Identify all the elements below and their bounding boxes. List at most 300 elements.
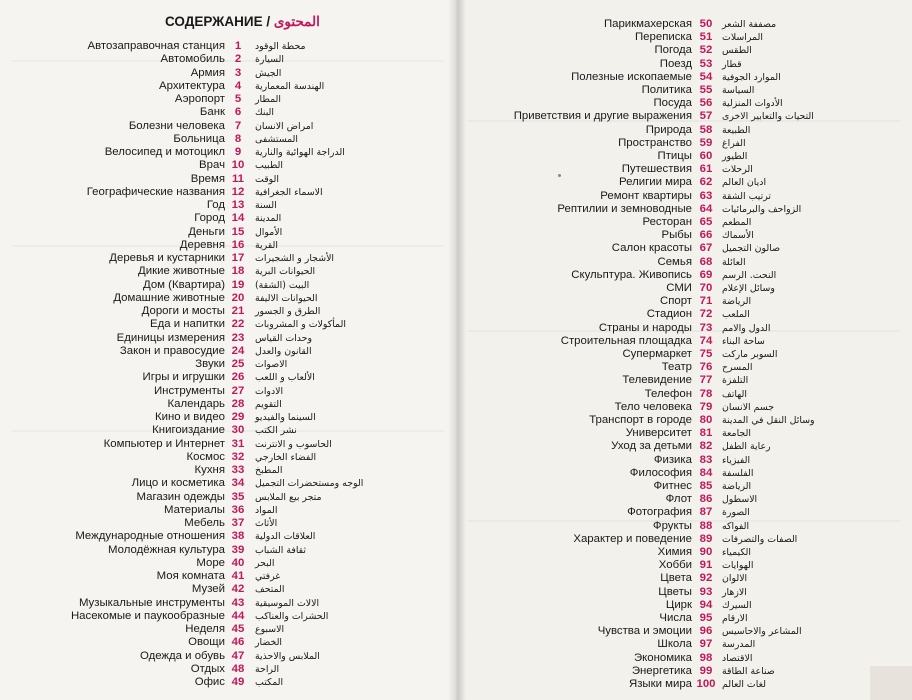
topic-russian: Календарь [167, 397, 225, 410]
topic-arabic: صناعة الطاقة [722, 665, 775, 677]
topic-number: 93 [699, 585, 713, 598]
topic-russian: Единицы измерения [116, 331, 225, 344]
topic-russian: СМИ [666, 282, 692, 294]
topic-russian: Велосипед и мотоцикл [104, 146, 225, 158]
topic-arabic: لغات العالم [722, 679, 766, 690]
topic-russian: Время [190, 172, 225, 185]
topic-russian: Музей [191, 583, 225, 596]
topic-russian: Музыкальные инструменты [78, 596, 225, 609]
topic-arabic: المواد [255, 504, 278, 516]
topic-arabic: المشاعر والاحاسيس [722, 626, 802, 638]
topic-arabic: الأشجار و الشجيرات [255, 253, 335, 264]
topic-russian: Флот [665, 493, 692, 506]
topic-russian: Рептилии и земноводные [557, 202, 692, 215]
topic-arabic: السنة [255, 200, 277, 211]
topic-russian: Транспорт в городе [589, 414, 692, 426]
topic-russian: Университет [625, 427, 692, 440]
topic-arabic: الازهار [722, 586, 747, 598]
topic-russian: Салон красоты [611, 242, 692, 255]
topic-arabic: الكيمياء [722, 547, 751, 558]
topic-arabic: المدرسة [722, 639, 756, 651]
topic-russian: Дороги и мосты [141, 305, 225, 317]
list-item-number [692, 677, 720, 693]
topic-number: 67 [699, 242, 713, 255]
topic-number: 86 [699, 493, 713, 506]
topic-arabic: البنك [255, 107, 275, 119]
topic-number: 90 [699, 546, 713, 558]
topic-russian: Кухня [194, 464, 225, 476]
topic-arabic: الملعب [722, 309, 750, 321]
topic-russian: Политика [641, 84, 692, 96]
topic-russian: Мебель [184, 517, 225, 529]
topic-arabic: العلاقات الدولية [255, 531, 316, 543]
topic-number: 45 [231, 623, 245, 635]
topic-number: 92 [699, 572, 713, 585]
topic-number: 55 [699, 84, 713, 96]
topic-number: 97 [699, 638, 713, 651]
topic-arabic: الهوايات [722, 560, 754, 572]
topic-arabic: البحر [255, 557, 275, 569]
topic-arabic: الحاسوب و الانترنت [255, 438, 332, 450]
topic-number: 40 [231, 556, 245, 569]
list-item [0, 675, 225, 691]
topic-arabic: الفواكه [722, 520, 750, 532]
topic-arabic: المراسلات [722, 32, 763, 44]
topic-number: 2 [234, 53, 242, 66]
topic-arabic: التلفزة [722, 375, 749, 387]
topic-number: 91 [699, 559, 713, 572]
topic-arabic: المطعم [722, 217, 752, 228]
topic-russian: Уход за детьми [611, 440, 692, 453]
topic-number: 23 [231, 331, 245, 344]
topic-arabic: الارقام [722, 613, 748, 624]
topic-russian: Книгоиздание [152, 424, 225, 437]
topic-number: 49 [231, 676, 245, 688]
topic-russian: Деньги [188, 225, 225, 238]
topic-russian: Скульптура. Живопись [571, 268, 692, 281]
topic-number: 74 [699, 334, 713, 347]
topic-russian: Одежда и обувь [139, 649, 225, 662]
topic-russian: Посуда [653, 97, 692, 110]
topic-russian: Цветы [658, 585, 692, 598]
title-arabic: المحتوى [273, 14, 320, 29]
topic-russian: Супермаркет [622, 348, 692, 360]
topic-russian: Насекомые и паукообразные [70, 609, 225, 622]
topic-arabic: الالوان [722, 573, 748, 585]
topic-arabic: رعاية الطفل [722, 441, 771, 453]
topic-number: 69 [699, 268, 713, 281]
topic-arabic: الرحلات [722, 164, 753, 176]
topic-arabic: قطار [722, 58, 742, 70]
topic-russian: Птицы [657, 150, 692, 162]
topic-arabic: البيت (الشقة) [255, 279, 310, 291]
topic-arabic: الطرق و الجسور [255, 306, 321, 317]
topic-number: 54 [699, 70, 713, 83]
topic-russian: Деревня [179, 238, 225, 251]
topic-russian: Компьютер и Интернет [103, 437, 225, 450]
topic-number: 12 [231, 185, 245, 198]
topic-russian: Языки мира [628, 678, 692, 690]
topic-russian: Международные отношения [75, 530, 225, 543]
topic-russian: Звуки [195, 358, 225, 370]
topic-russian: Телевидение [622, 374, 692, 387]
topic-russian: Дом (Квартира) [143, 278, 225, 291]
topic-russian: Тело человека [614, 400, 692, 413]
topic-russian: Переписка [635, 31, 692, 44]
topic-arabic: السيرك [722, 599, 752, 611]
topic-russian: Театр [661, 361, 692, 374]
topic-russian: Экономика [633, 651, 692, 664]
topic-russian: Врач [199, 159, 225, 172]
topic-arabic: الحيوانات البرية [255, 266, 316, 278]
topic-russian: Автомобиль [160, 53, 225, 66]
list-item [456, 677, 692, 693]
topic-russian: Ремонт квартиры [600, 189, 692, 202]
topic-arabic: السياسة [722, 85, 755, 96]
topic-number: 18 [231, 265, 245, 278]
topic-number: 34 [231, 477, 245, 490]
topic-arabic: الملابس والاحذية [255, 650, 320, 662]
topic-arabic: الدراجة الهوائية والنارية [255, 147, 345, 158]
topic-arabic: الطبيب [255, 160, 284, 172]
topic-arabic: الأثاث [255, 518, 278, 529]
topic-number: 38 [231, 530, 245, 543]
topic-number: 87 [699, 506, 713, 519]
topic-arabic: المتحف [255, 584, 285, 596]
topic-arabic: الزواحف والبرمائيات [722, 203, 802, 215]
topic-number: 16 [231, 238, 245, 251]
topic-arabic: العائلة [722, 256, 746, 268]
topic-russian: Домашние животные [113, 291, 225, 304]
topic-number: 27 [231, 384, 245, 397]
topic-arabic: الفلسفة [722, 467, 754, 479]
topic-number: 63 [699, 189, 713, 202]
topic-russian: Пространство [618, 136, 692, 149]
contents-title [165, 14, 320, 30]
topic-arabic: مصففة الشعر [722, 19, 777, 30]
topic-number: 64 [699, 202, 713, 215]
topic-number: 65 [699, 216, 713, 228]
topic-number: 33 [231, 464, 245, 476]
topic-number: 73 [699, 321, 713, 334]
topic-arabic: اديان العالم [722, 177, 767, 189]
topic-number: 42 [231, 583, 245, 596]
topic-number: 48 [231, 662, 245, 675]
topic-number: 71 [699, 295, 713, 308]
topic-russian: Море [196, 556, 225, 569]
title-russian: СОДЕРЖАНИЕ / [165, 14, 274, 29]
topic-russian: Поезд [659, 57, 692, 70]
topic-arabic: الرياضة [722, 481, 752, 492]
topic-number: 72 [699, 308, 713, 321]
topic-number: 99 [699, 664, 713, 677]
topic-russian: Фрукты [652, 519, 692, 532]
topic-number: 79 [699, 400, 713, 413]
topic-number: 88 [699, 519, 713, 532]
left-contents-list [0, 39, 400, 689]
topic-number: 52 [699, 44, 713, 57]
topic-russian: Молодёжная культура [108, 543, 225, 556]
topic-arabic: الطبيعة [722, 124, 751, 136]
topic-arabic: الاسطول [722, 494, 758, 506]
topic-arabic: المستشفى [255, 133, 298, 145]
topic-russian: Рыбы [661, 229, 692, 242]
topic-number: 60 [699, 150, 713, 162]
topic-arabic: النحت. الرسم [722, 269, 777, 281]
topic-russian: Телефон [644, 387, 692, 400]
topic-number: 66 [699, 229, 713, 242]
page-corner [870, 666, 912, 700]
topic-number: 94 [699, 598, 713, 611]
topic-arabic: الحيوانات الاليفة [255, 292, 318, 304]
topic-arabic: متجر بيع الملابس [255, 491, 322, 503]
topic-number: 15 [231, 225, 245, 238]
topic-number: 77 [699, 374, 713, 387]
topic-russian: Приветствия и другие выражения [513, 110, 692, 123]
topic-number: 84 [699, 466, 713, 479]
topic-number: 76 [699, 361, 713, 374]
topic-russian: Природа [645, 123, 692, 136]
topic-russian: Офис [194, 676, 225, 688]
topic-arabic: امراض الانسان [255, 120, 314, 132]
topic-arabic: الاسماء الجغرافية [255, 186, 323, 198]
topic-russian: Погода [654, 44, 692, 57]
topic-arabic: وحدات القياس [255, 332, 312, 344]
topic-number: 9 [234, 146, 242, 158]
topic-arabic: الجيش [255, 67, 282, 79]
topic-number: 19 [231, 278, 245, 291]
topic-russian: Путешествия [621, 163, 692, 176]
topic-number: 20 [231, 291, 245, 304]
topic-number: 24 [231, 344, 245, 357]
topic-number: 14 [231, 212, 245, 225]
topic-arabic: الموارد الجوفية [722, 71, 781, 83]
topic-arabic: وسائل النقل في المدينة [722, 415, 815, 426]
topic-russian: Фитнес [653, 480, 692, 492]
topic-number: 58 [699, 123, 713, 136]
topic-arabic: الحشرات والعناكب [255, 610, 329, 622]
topic-russian: Деревья и кустарники [109, 252, 225, 264]
topic-russian: Дикие животные [138, 265, 225, 278]
topic-arabic: المأكولات و المشروبات [255, 319, 346, 331]
topic-number: 36 [231, 503, 245, 516]
topic-russian: Материалы [164, 503, 225, 516]
topic-arabic: الفراغ [722, 137, 746, 149]
topic-russian: Кино и видео [154, 411, 225, 423]
topic-arabic: غرفتي [255, 571, 281, 582]
topic-number: 7 [234, 119, 242, 132]
topic-russian: Цирк [665, 598, 692, 611]
topic-arabic: الصفات والتصرفات [722, 533, 798, 545]
topic-russian: Спорт [659, 295, 692, 308]
topic-russian: Моя комната [156, 570, 225, 582]
topic-russian: Магазин одежды [136, 490, 225, 503]
topic-number: 95 [699, 612, 713, 624]
topic-arabic: السوبر ماركت [722, 349, 778, 360]
topic-number: 43 [231, 596, 245, 609]
list-item-arabic [255, 675, 375, 691]
topic-arabic: الطيور [722, 151, 748, 162]
topic-russian: Город [194, 212, 225, 225]
topic-russian: Религии мира [619, 176, 692, 189]
topic-russian: Стадион [646, 308, 692, 321]
topic-number: 5 [234, 93, 242, 105]
topic-number: 3 [234, 66, 242, 79]
topic-russian: Архитектура [159, 79, 225, 92]
topic-arabic: الألعاب و اللعب [255, 372, 315, 384]
topic-arabic: التقويم [255, 398, 282, 410]
book-gutter [448, 0, 466, 700]
topic-russian: Больница [173, 132, 225, 145]
topic-arabic: الفيزياء [722, 454, 751, 466]
topic-arabic: الأموال [255, 226, 283, 238]
topic-number: 26 [231, 371, 245, 384]
topic-number: 39 [231, 543, 245, 556]
topic-arabic: القرية [255, 239, 279, 251]
topic-number: 46 [231, 636, 245, 649]
topic-arabic: المسرح [722, 362, 753, 374]
topic-number: 89 [699, 532, 713, 545]
topic-arabic: الخضار [255, 637, 283, 649]
topic-number: 8 [234, 132, 242, 145]
topic-number: 47 [231, 649, 245, 662]
topic-arabic: ثقافة الشباب [255, 544, 307, 556]
topic-russian: Географические названия [86, 185, 225, 198]
topic-arabic: الاصوات [255, 359, 288, 370]
topic-number: 57 [699, 110, 713, 123]
topic-number: 53 [699, 57, 713, 70]
topic-number: 100 [696, 678, 716, 690]
topic-number: 29 [231, 411, 245, 423]
topic-russian: Овощи [188, 636, 225, 649]
topic-arabic: الوجه ومستحضرات التجميل [255, 478, 364, 490]
topic-number: 70 [699, 282, 713, 294]
topic-arabic: الالات الموسيقية [255, 597, 320, 609]
topic-arabic: وسائل الإعلام [722, 283, 775, 294]
topic-arabic: الاقتصاد [722, 652, 753, 664]
topic-arabic: السيارة [255, 54, 284, 66]
topic-russian: Инструменты [153, 384, 225, 397]
topic-russian: Автозаправочная станция [87, 40, 225, 52]
topic-russian: Год [206, 199, 225, 211]
topic-russian: Банк [199, 106, 225, 119]
topic-arabic: الجامعة [722, 428, 751, 440]
topic-number: 85 [699, 480, 713, 492]
topic-arabic: ساحة البناء [722, 335, 765, 347]
topic-number: 62 [699, 176, 713, 189]
topic-russian: Страны и народы [598, 321, 692, 334]
topic-arabic: نشر الكتب [255, 425, 297, 437]
topic-number: 83 [699, 453, 713, 466]
topic-russian: Закон и правосудие [119, 344, 225, 357]
topic-arabic: محطة الوقود [255, 41, 306, 52]
topic-number: 25 [231, 358, 245, 370]
topic-russian: Лицо и косметика [131, 477, 225, 490]
topic-russian: Школа [657, 638, 692, 651]
topic-number: 32 [231, 450, 245, 463]
topic-number: 17 [231, 252, 245, 264]
topic-number: 21 [231, 305, 245, 317]
topic-russian: Энергетика [631, 664, 692, 677]
topic-number: 4 [234, 79, 242, 92]
topic-arabic: جسم الانسان [722, 401, 775, 413]
topic-russian: Числа [659, 612, 692, 624]
topic-russian: Космос [186, 450, 225, 463]
topic-number: 1 [234, 40, 242, 52]
topic-russian: Ресторан [642, 216, 692, 228]
topic-arabic: الطقس [722, 45, 752, 57]
topic-number: 59 [699, 136, 713, 149]
topic-arabic: الفضاء الخارجي [255, 451, 317, 463]
topic-number: 75 [699, 348, 713, 360]
topic-russian: Парикмахерская [603, 18, 692, 30]
topic-number: 80 [699, 414, 713, 426]
topic-number: 37 [231, 517, 245, 529]
topic-arabic: الوقت [255, 173, 279, 185]
topic-russian: Философия [629, 466, 692, 479]
topic-arabic: المطبخ [255, 465, 283, 476]
topic-arabic: المكتب [255, 677, 284, 688]
topic-number: 51 [699, 31, 713, 44]
topic-arabic: المطار [255, 94, 281, 105]
topic-arabic: الاسبوع [255, 624, 285, 635]
right-contents-list [456, 17, 876, 697]
topic-number: 61 [699, 163, 713, 176]
topic-russian: Строительная площадка [560, 334, 692, 347]
topic-russian: Еда и напитки [150, 318, 225, 331]
topic-number: 82 [699, 440, 713, 453]
topic-number: 98 [699, 651, 713, 664]
topic-russian: Физика [653, 453, 692, 466]
topic-russian: Игры и игрушки [142, 371, 225, 384]
right-page [456, 0, 912, 700]
topic-number: 44 [231, 609, 245, 622]
list-item-arabic [722, 677, 842, 693]
topic-number: 6 [234, 106, 242, 119]
topic-number: 11 [231, 172, 245, 185]
topic-russian: Химия [657, 546, 692, 558]
topic-russian: Фотография [627, 506, 692, 519]
topic-number: 41 [231, 570, 245, 582]
topic-number: 96 [699, 625, 713, 638]
topic-russian: Полезные ископаемые [571, 70, 692, 83]
topic-russian: Неделя [185, 623, 225, 635]
topic-russian: Хобби [658, 559, 692, 572]
topic-number: 31 [231, 437, 245, 450]
topic-russian: Цвета [660, 572, 692, 585]
topic-arabic: صالون التجميل [722, 243, 781, 255]
topic-arabic: الصورة [722, 507, 750, 519]
topic-number: 78 [699, 387, 713, 400]
topic-arabic: الادوات [255, 385, 284, 397]
topic-arabic: التحيات والتعابير الاخرى [722, 111, 814, 123]
topic-arabic: ترتيب الشقة [722, 190, 771, 202]
topic-russian: Армия [190, 66, 225, 79]
topic-number: 28 [231, 397, 245, 410]
topic-arabic: الدول والامم [722, 322, 771, 334]
topic-number: 56 [699, 97, 713, 110]
topic-russian: Болезни человека [128, 119, 225, 132]
topic-arabic: الأدوات المنزلية [722, 98, 783, 110]
topic-arabic: السينما والفيديو [255, 412, 316, 423]
list-item-number [225, 675, 251, 691]
topic-russian: Характер и поведение [573, 532, 692, 545]
topic-number: 13 [231, 199, 245, 211]
topic-arabic: الهندسة المعمارية [255, 80, 325, 92]
topic-russian: Аэропорт [174, 93, 225, 105]
topic-number: 22 [231, 318, 245, 331]
topic-number: 30 [231, 424, 245, 437]
